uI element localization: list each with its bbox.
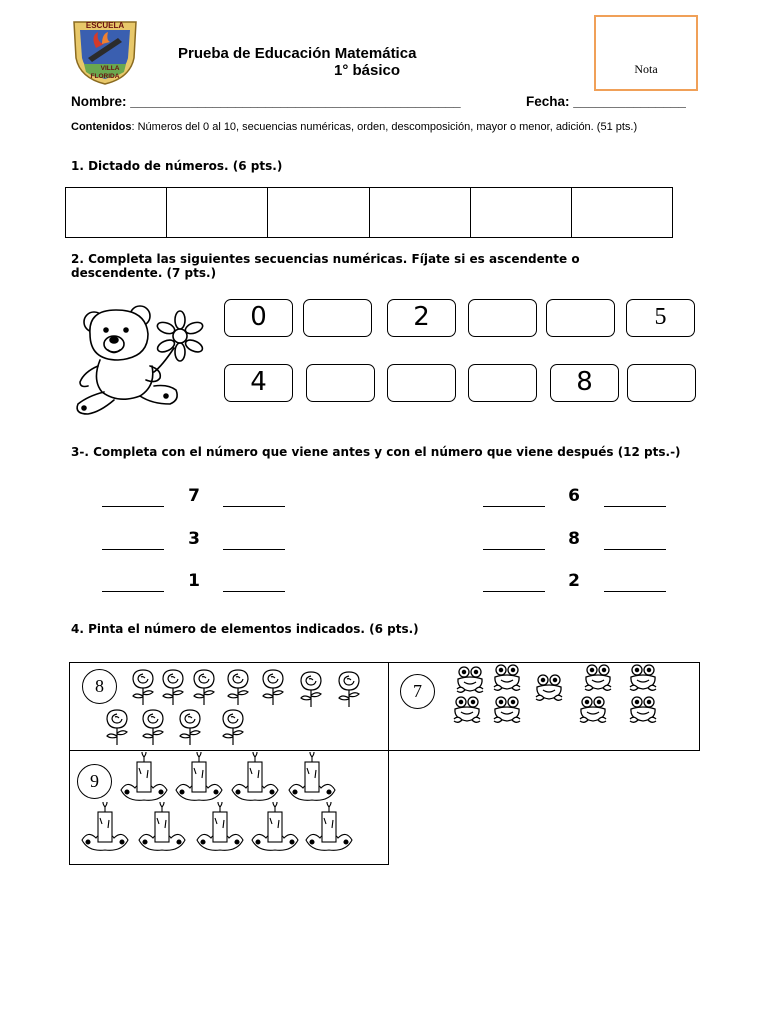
frog-icon[interactable] bbox=[628, 695, 658, 725]
dictation-cell[interactable] bbox=[572, 188, 672, 237]
sequence-box[interactable]: 8 bbox=[550, 364, 619, 402]
after-blank[interactable] bbox=[604, 506, 666, 507]
dictation-table bbox=[65, 187, 673, 238]
after-blank[interactable] bbox=[223, 549, 285, 550]
dictation-cell[interactable] bbox=[471, 188, 572, 237]
grade-label: Nota bbox=[634, 62, 658, 76]
question-3-title: 3-. Completa con el número que viene antes y con el número que viene después (12 pts.-) bbox=[71, 445, 681, 459]
sequence-box[interactable] bbox=[387, 364, 456, 402]
sequence-box[interactable] bbox=[303, 299, 372, 337]
sequence-box[interactable]: 5 bbox=[626, 299, 695, 337]
after-blank[interactable] bbox=[604, 549, 666, 550]
frog-icon[interactable] bbox=[452, 695, 482, 725]
rose-icon[interactable] bbox=[128, 666, 158, 706]
rose-icon[interactable] bbox=[223, 666, 253, 706]
rose-icon[interactable] bbox=[138, 706, 168, 746]
sequence-box[interactable] bbox=[306, 364, 375, 402]
candle-icon[interactable] bbox=[78, 802, 132, 854]
logo-text-middle: VILLA bbox=[100, 65, 120, 72]
school-logo bbox=[68, 14, 142, 86]
rose-icon[interactable] bbox=[334, 668, 364, 708]
contents-body: : Números del 0 al 10, secuencias numéricas, orden, descomposición, mayor o menor, adición. (51 pts.) bbox=[131, 121, 638, 133]
sequence-box[interactable]: 4 bbox=[224, 364, 293, 402]
question-2-title: 2. Completa las siguientes secuencias numéricas. Fíjate si es ascendente o descendente. (7 pts.) bbox=[71, 252, 580, 280]
logo-text-bottom: FLORIDA bbox=[90, 73, 120, 80]
rose-icon[interactable] bbox=[296, 668, 326, 708]
question-1-title: 1. Dictado de números. (6 pts.) bbox=[71, 159, 283, 173]
frog-icon[interactable] bbox=[578, 695, 608, 725]
candle-icon[interactable] bbox=[285, 752, 339, 804]
candle-icon[interactable] bbox=[302, 802, 356, 854]
rose-icon[interactable] bbox=[158, 666, 188, 706]
candle-icon[interactable] bbox=[117, 752, 171, 804]
given-number: 6 bbox=[568, 486, 580, 506]
given-number: 3 bbox=[188, 529, 200, 549]
question-4-title: 4. Pinta el número de elementos indicados. (6 pts.) bbox=[71, 622, 419, 636]
given-number: 7 bbox=[188, 486, 200, 506]
grade-box[interactable] bbox=[594, 15, 698, 91]
page-title: Prueba de Educación Matemática bbox=[178, 45, 417, 62]
given-number: 8 bbox=[568, 529, 580, 549]
before-blank[interactable] bbox=[483, 506, 545, 507]
sequence-box[interactable]: 2 bbox=[387, 299, 456, 337]
frog-icon[interactable] bbox=[492, 695, 522, 725]
frog-icon[interactable] bbox=[455, 665, 485, 695]
target-number: 7 bbox=[400, 674, 435, 709]
after-blank[interactable] bbox=[223, 506, 285, 507]
sequence-box[interactable] bbox=[468, 364, 537, 402]
logo-text-top: ESCUELA bbox=[85, 21, 125, 30]
sequence-box[interactable] bbox=[546, 299, 615, 337]
rose-icon[interactable] bbox=[175, 706, 205, 746]
dictation-cell[interactable] bbox=[268, 188, 369, 237]
teddy-bear-icon bbox=[70, 300, 210, 418]
before-blank[interactable] bbox=[102, 591, 164, 592]
before-blank[interactable] bbox=[483, 549, 545, 550]
frog-icon[interactable] bbox=[628, 663, 658, 693]
dictation-cell[interactable] bbox=[370, 188, 471, 237]
candle-icon[interactable] bbox=[172, 752, 226, 804]
before-blank[interactable] bbox=[483, 591, 545, 592]
contents-label: Contenidos bbox=[71, 121, 132, 133]
candle-icon[interactable] bbox=[228, 752, 282, 804]
given-number: 1 bbox=[188, 571, 200, 591]
rose-icon[interactable] bbox=[189, 666, 219, 706]
sequence-box[interactable] bbox=[468, 299, 537, 337]
page-subtitle: 1° básico bbox=[334, 62, 401, 79]
contents-text bbox=[71, 121, 711, 133]
candle-icon[interactable] bbox=[193, 802, 247, 854]
after-blank[interactable] bbox=[223, 591, 285, 592]
rose-icon[interactable] bbox=[258, 666, 288, 706]
frog-icon[interactable] bbox=[534, 673, 564, 703]
candle-icon[interactable] bbox=[135, 802, 189, 854]
dictation-cell[interactable] bbox=[66, 188, 167, 237]
after-blank[interactable] bbox=[604, 591, 666, 592]
dictation-cell[interactable] bbox=[167, 188, 268, 237]
candle-icon[interactable] bbox=[248, 802, 302, 854]
sequence-box[interactable]: 0 bbox=[224, 299, 293, 337]
before-blank[interactable] bbox=[102, 549, 164, 550]
given-number: 2 bbox=[568, 571, 580, 591]
rose-icon[interactable] bbox=[218, 706, 248, 746]
flower-icon bbox=[154, 311, 204, 372]
frog-icon[interactable] bbox=[583, 663, 613, 693]
name-field[interactable]: Nombre: ____________________________________________ bbox=[71, 94, 461, 109]
rose-icon[interactable] bbox=[102, 706, 132, 746]
sequence-box[interactable] bbox=[627, 364, 696, 402]
target-number: 8 bbox=[82, 669, 117, 704]
frog-icon[interactable] bbox=[492, 663, 522, 693]
target-number: 9 bbox=[77, 764, 112, 799]
date-field[interactable]: Fecha: _______________ bbox=[526, 94, 686, 109]
before-blank[interactable] bbox=[102, 506, 164, 507]
